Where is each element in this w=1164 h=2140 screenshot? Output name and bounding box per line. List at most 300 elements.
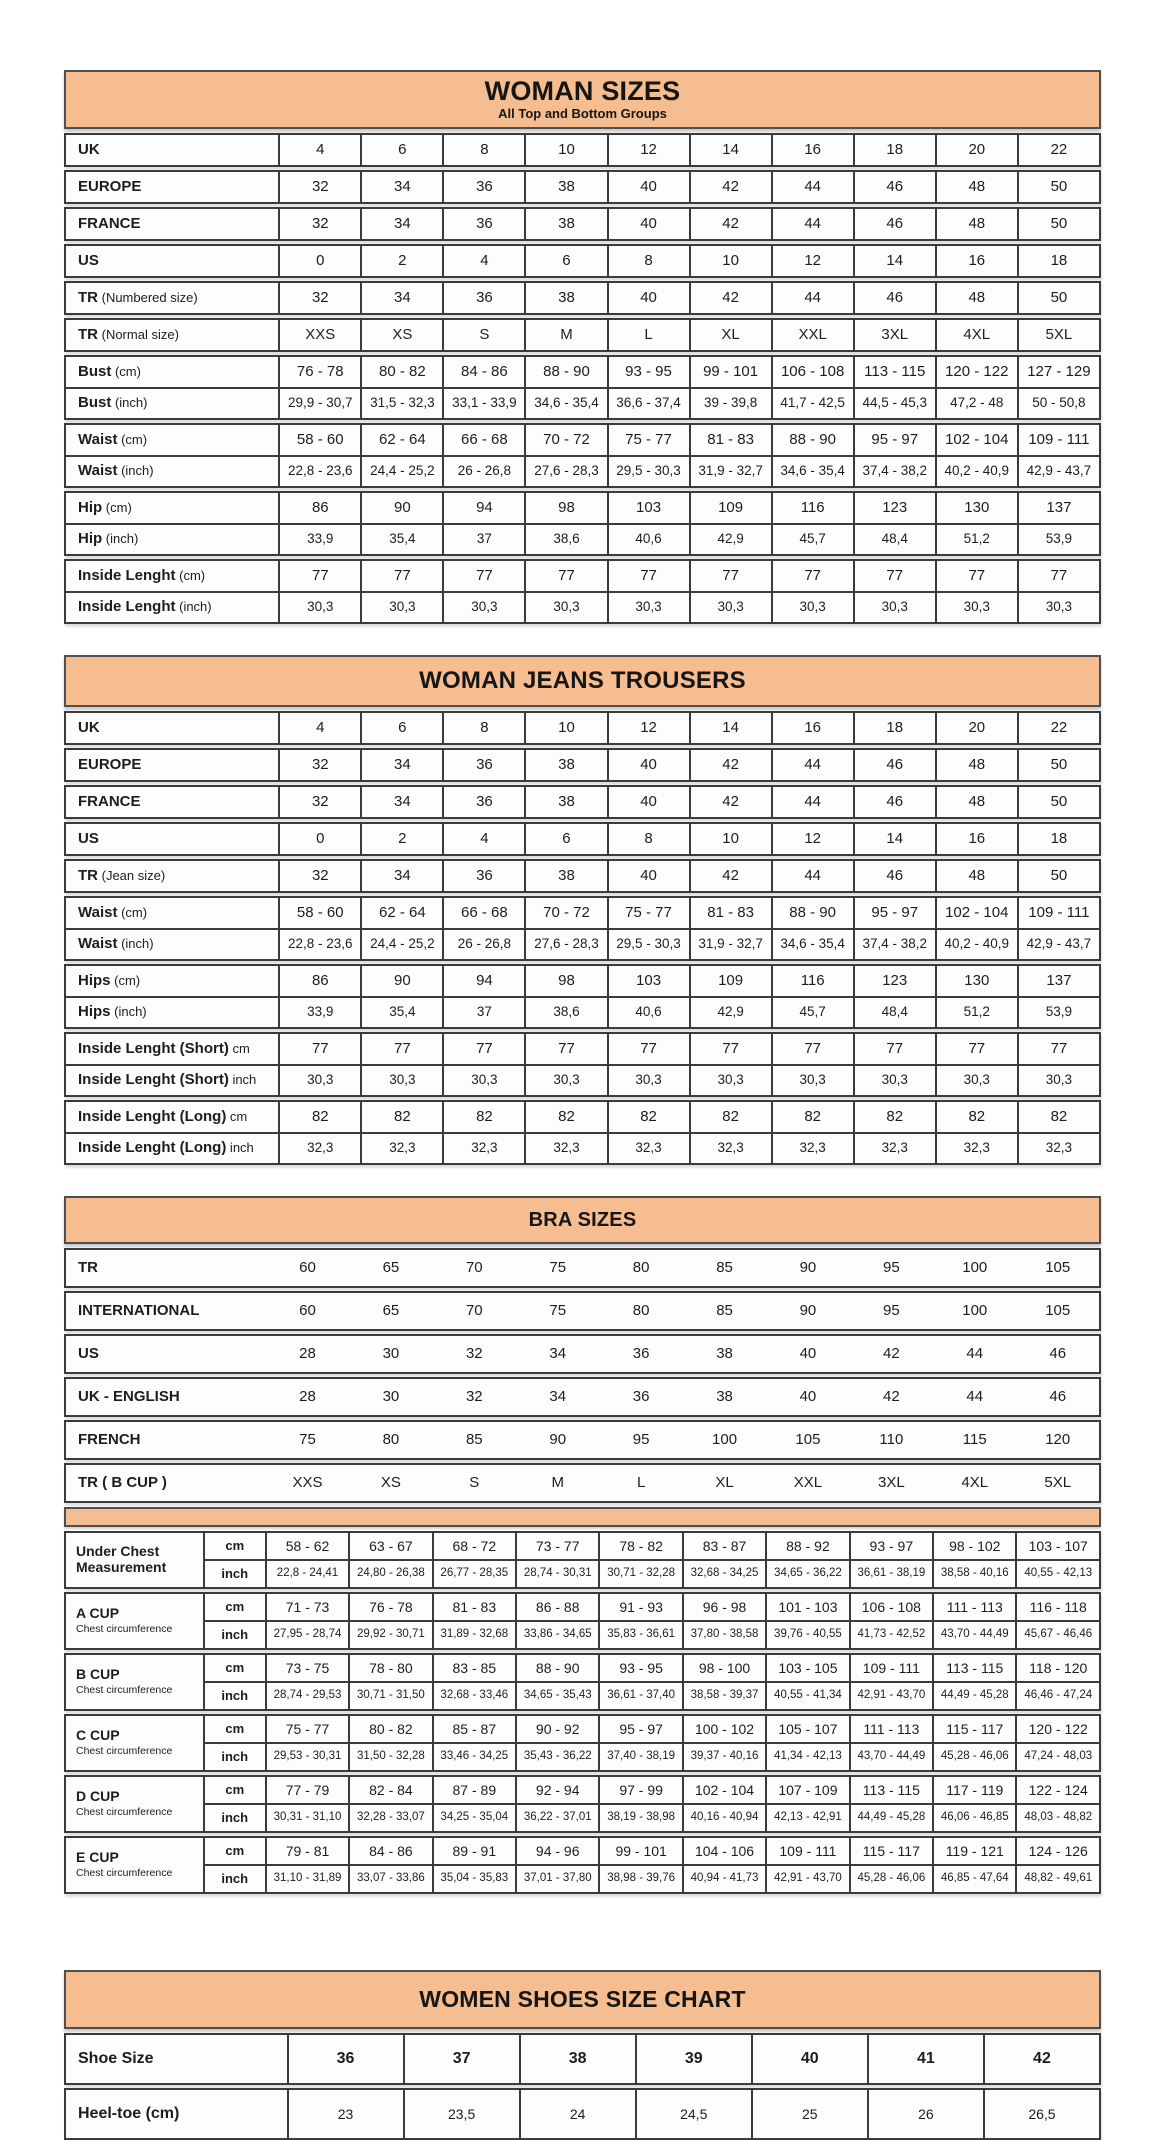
table-row [65,424,1100,456]
row-label [65,388,279,419]
value-cell: 44 [772,282,854,314]
value-cell: 77 - 79 [266,1776,349,1804]
value-cell: 119 - 121 [933,1837,1016,1865]
value-cell: 30,3 [772,592,854,623]
woman-sizes-header [64,70,1101,129]
row-label-text: Inside Lenght (Long) [78,1108,227,1126]
value-cell: 106 - 108 [772,356,854,388]
woman-jeans-trousers-group-7 [64,1032,1101,1097]
value-cell: 70 - 72 [525,424,607,456]
woman-sizes-group-1 [64,170,1101,204]
woman-sizes-table [64,133,1101,624]
bra-cup-measurements-group-2 [64,1653,1101,1711]
value-cell: 78 - 80 [349,1654,432,1682]
value-cell: 42,9 [690,524,772,555]
value-cell: 98 [525,492,607,524]
table-row [65,1865,1100,1893]
value-cell: 32,28 - 33,07 [349,1804,432,1832]
value-cell: 36 [288,2034,404,2084]
section-woman-sizes [64,70,1101,624]
value-cell: 50 [1018,171,1100,203]
row-label-text: TR [78,326,98,344]
value-cell: 3XL [854,319,936,351]
value-cell: 98 - 100 [683,1654,766,1682]
value-cell: 12 [772,823,854,855]
value-cell: 30,3 [443,592,525,623]
value-cell: 38 [525,749,607,781]
value-cell: 85 - 87 [433,1715,516,1743]
row-label [65,592,279,623]
value-cell: 36 [443,749,525,781]
value-cell: 42 [690,786,772,818]
value-cell: 34,6 - 35,4 [772,456,854,487]
table-row [65,786,1100,818]
value-cell: 78 - 82 [599,1532,682,1560]
bra-sizes-group-5 [64,1463,1101,1503]
row-label-text: Hip [78,499,103,517]
value-cell: 30 [349,1378,432,1416]
value-cell: 36 [599,1335,682,1373]
woman-jeans-trousers-group-6 [64,964,1101,1029]
row-label [65,1249,266,1287]
row-label-text: UK [78,719,100,737]
value-cell: 95 - 97 [599,1715,682,1743]
value-cell: 2 [361,823,443,855]
value-cell: 37 [443,997,525,1028]
row-label [65,356,279,388]
value-cell: 50 - 50,8 [1018,388,1100,419]
woman-jeans-trousers-group-1 [64,748,1101,782]
row-label-text: FRANCE [78,215,141,233]
value-cell: 115 - 117 [933,1715,1016,1743]
unit-label: cm [204,1654,266,1682]
woman-jeans-trousers-group-3 [64,822,1101,856]
value-cell: 14 [854,245,936,277]
value-cell: 38 [683,1378,766,1416]
value-cell: 86 [279,965,361,997]
row-label [65,965,279,997]
table-row [65,456,1100,487]
value-cell: 30,3 [854,592,936,623]
value-cell: 115 [933,1421,1016,1459]
row-label [65,424,279,456]
value-cell: 45,7 [772,997,854,1028]
value-cell: 28 [266,1378,349,1416]
value-cell: 35,4 [361,997,443,1028]
woman-jeans-table [64,711,1101,1165]
value-cell: 35,43 - 36,22 [516,1743,599,1771]
value-cell: 95 [599,1421,682,1459]
row-label [65,1033,279,1065]
value-cell: 34,65 - 35,43 [516,1682,599,1710]
value-cell: 24,80 - 26,38 [349,1560,432,1588]
shoes-table [64,2033,1101,2140]
value-cell: 30,3 [525,1065,607,1096]
value-cell: 38 [683,1335,766,1373]
value-cell: 16 [772,134,854,166]
unit-label: inch [204,1560,266,1588]
row-label-text: EUROPE [78,756,142,774]
value-cell: 4 [443,823,525,855]
value-cell: 28 [266,1335,349,1373]
value-cell: 34 [516,1335,599,1373]
value-cell: 90 [361,492,443,524]
row-group-label-text: B CUP [76,1666,120,1683]
value-cell: 14 [854,823,936,855]
row-label [65,1101,279,1133]
row-label-text: Waist [78,462,118,480]
row-group-label [65,1532,204,1588]
row-group-label-text: C CUP [76,1727,120,1744]
value-cell: 82 [854,1101,936,1133]
value-cell: 34 [516,1378,599,1416]
value-cell: 82 - 84 [349,1776,432,1804]
value-cell: 48 [936,282,1018,314]
value-cell: 46 [854,749,936,781]
value-cell: 44,49 - 45,28 [850,1804,933,1832]
value-cell: 20 [936,712,1018,744]
value-cell: 30,3 [525,592,607,623]
row-label [65,524,279,555]
row-label [65,897,279,929]
table-row [65,1249,1100,1287]
woman-jeans-title: WOMAN JEANS TROUSERS [419,667,746,694]
value-cell: 20 [936,134,1018,166]
value-cell: 37 [443,524,525,555]
value-cell: 98 [525,965,607,997]
value-cell: 0 [279,245,361,277]
section-women-shoes [64,1970,1101,2140]
value-cell: 32,3 [936,1133,1018,1164]
value-cell: 43,70 - 44,49 [933,1621,1016,1649]
value-cell: 93 - 95 [599,1654,682,1682]
value-cell: 33,07 - 33,86 [349,1865,432,1893]
table-row [65,897,1100,929]
row-group-label [65,1715,204,1771]
table-row [65,388,1100,419]
value-cell: 82 [1018,1101,1100,1133]
value-cell: 24,4 - 25,2 [361,456,443,487]
value-cell: 34,25 - 35,04 [433,1804,516,1832]
value-cell: 48 [936,749,1018,781]
row-label [65,319,279,351]
value-cell: 32 [279,860,361,892]
woman-jeans-trousers-group-4 [64,859,1101,893]
value-cell: 95 - 97 [854,424,936,456]
value-cell: 18 [1018,823,1100,855]
value-cell: 39,76 - 40,55 [766,1621,849,1649]
value-cell: 18 [854,134,936,166]
woman-sizes-group-9 [64,559,1101,624]
value-cell: 32 [279,171,361,203]
value-cell: 82 [525,1101,607,1133]
value-cell: XL [683,1464,766,1502]
value-cell: 45,28 - 46,06 [850,1865,933,1893]
value-cell: 38 [525,282,607,314]
value-cell: 71 - 73 [266,1593,349,1621]
value-cell: 40 [608,208,690,240]
value-cell: 47,2 - 48 [936,388,1018,419]
value-cell: 70 [433,1249,516,1287]
value-cell: 8 [443,712,525,744]
value-cell: XXL [772,319,854,351]
value-cell: 41,34 - 42,13 [766,1743,849,1771]
value-cell: 37 [404,2034,520,2084]
value-cell: 75 - 77 [608,897,690,929]
woman-sizes-group-4 [64,281,1101,315]
value-cell: 77 [936,1033,1018,1065]
row-label-note: (cm) [175,568,206,584]
value-cell: 32,3 [361,1133,443,1164]
value-cell: 92 - 94 [516,1776,599,1804]
value-cell: 46 [854,282,936,314]
value-cell: 40,94 - 41,73 [683,1865,766,1893]
value-cell: 53,9 [1018,997,1100,1028]
value-cell: 28,74 - 30,31 [516,1560,599,1588]
value-cell: 32 [279,208,361,240]
value-cell: 42,9 - 43,7 [1018,929,1100,960]
value-cell: 37,01 - 37,80 [516,1865,599,1893]
value-cell: 50 [1018,749,1100,781]
value-cell: 29,5 - 30,3 [608,929,690,960]
value-cell: 32 [279,282,361,314]
unit-label: inch [204,1804,266,1832]
value-cell: 24,4 - 25,2 [361,929,443,960]
value-cell: 24,5 [636,2089,752,2139]
value-cell: 44 [933,1335,1016,1373]
table-row [65,1621,1100,1649]
value-cell: 82 [443,1101,525,1133]
value-cell: 77 [279,1033,361,1065]
value-cell: 42 [690,860,772,892]
row-label [65,134,279,166]
unit-label: inch [204,1682,266,1710]
value-cell: 80 [349,1421,432,1459]
value-cell: 50 [1018,282,1100,314]
value-cell: 34,6 - 35,4 [772,929,854,960]
row-label [65,1335,266,1373]
value-cell: XXS [266,1464,349,1502]
row-label-text: Inside Lenght (Short) [78,1071,229,1089]
unit-label: cm [204,1593,266,1621]
value-cell: 102 - 104 [936,424,1018,456]
table-row [65,1715,1100,1743]
table-row [65,1654,1100,1682]
row-group-label-note: Chest circumference [76,1744,173,1757]
value-cell: M [525,319,607,351]
value-cell: 77 [525,560,607,592]
value-cell: 47,24 - 48,03 [1016,1743,1100,1771]
value-cell: 29,9 - 30,7 [279,388,361,419]
value-cell: XL [690,319,772,351]
row-label-text: Hips [78,972,111,990]
value-cell: 34 [361,860,443,892]
value-cell: 0 [279,823,361,855]
value-cell: 26,77 - 28,35 [433,1560,516,1588]
value-cell: XXS [279,319,361,351]
value-cell: 39,37 - 40,16 [683,1743,766,1771]
value-cell: 102 - 104 [683,1776,766,1804]
value-cell: 98 - 102 [933,1532,1016,1560]
value-cell: 36 [443,208,525,240]
value-cell: 62 - 64 [361,897,443,929]
value-cell: 93 - 95 [608,356,690,388]
value-cell: 84 - 86 [443,356,525,388]
table-row [65,592,1100,623]
row-label [65,1133,279,1164]
row-label-text: Bust [78,394,112,412]
table-row [65,2034,1100,2084]
table-row [65,1335,1100,1373]
value-cell: 81 - 83 [433,1593,516,1621]
value-cell: 26 - 26,8 [443,456,525,487]
row-label [65,860,279,892]
value-cell: 4XL [933,1464,1016,1502]
value-cell: 94 - 96 [516,1837,599,1865]
row-label [65,208,279,240]
bra-sizes-group-0 [64,1248,1101,1288]
row-label-note: (Numbered size) [98,290,198,306]
value-cell: 36 [443,282,525,314]
value-cell: 42 [850,1335,933,1373]
value-cell: 46,46 - 47,24 [1016,1682,1100,1710]
value-cell: 32 [279,749,361,781]
row-group-label-note: Chest circumference [76,1805,173,1818]
value-cell: 37,40 - 38,19 [599,1743,682,1771]
table-row [65,1464,1100,1502]
value-cell: 33,86 - 34,65 [516,1621,599,1649]
bra-cup-measurements-group-1 [64,1592,1101,1650]
woman-jeans-trousers-group-2 [64,785,1101,819]
value-cell: 35,83 - 36,61 [599,1621,682,1649]
value-cell: XS [349,1464,432,1502]
value-cell: 42 [690,749,772,781]
table-row [65,1776,1100,1804]
row-label [65,1292,266,1330]
value-cell: 34 [361,208,443,240]
value-cell: 46,06 - 46,85 [933,1804,1016,1832]
value-cell: 12 [608,134,690,166]
value-cell: 109 - 111 [1018,897,1100,929]
value-cell: 103 - 105 [766,1654,849,1682]
woman-sizes-group-5 [64,318,1101,352]
value-cell: 38 [525,860,607,892]
value-cell: 39 - 39,8 [690,388,772,419]
value-cell: 35,4 [361,524,443,555]
value-cell: 117 - 119 [933,1776,1016,1804]
value-cell: 30,3 [936,1065,1018,1096]
value-cell: 2 [361,245,443,277]
value-cell: 38,6 [525,997,607,1028]
value-cell: 12 [608,712,690,744]
value-cell: 44,49 - 45,28 [933,1682,1016,1710]
value-cell: 116 [772,492,854,524]
value-cell: 22 [1018,134,1100,166]
value-cell: 44 [772,749,854,781]
row-label [65,492,279,524]
value-cell: 44 [772,786,854,818]
value-cell: 30 [349,1335,432,1373]
value-cell: 46 [854,860,936,892]
value-cell: 46 [1016,1378,1100,1416]
value-cell: 31,10 - 31,89 [266,1865,349,1893]
row-label-note: (cm) [117,905,148,921]
value-cell: 76 - 78 [349,1593,432,1621]
value-cell: 30,31 - 31,10 [266,1804,349,1832]
woman-jeans-trousers-group-5 [64,896,1101,961]
value-cell: 42 [984,2034,1100,2084]
value-cell: XXL [766,1464,849,1502]
value-cell: 41,73 - 42,52 [850,1621,933,1649]
value-cell: 32,3 [854,1133,936,1164]
value-cell: 34 [361,786,443,818]
row-label [65,560,279,592]
row-label-text: Hip [78,530,103,548]
bra-sizes-group-1 [64,1291,1101,1331]
value-cell: 105 - 107 [766,1715,849,1743]
value-cell: 41,7 - 42,5 [772,388,854,419]
row-group-label-note: Chest circumference [76,1866,173,1879]
table-row [65,1065,1100,1096]
table-row [65,356,1100,388]
bra-cup-measurements-group-4 [64,1775,1101,1833]
value-cell: 110 [850,1421,933,1459]
value-cell: 77 [361,560,443,592]
value-cell: L [608,319,690,351]
table-row [65,712,1100,744]
value-cell: 68 - 72 [433,1532,516,1560]
value-cell: 32,68 - 33,46 [433,1682,516,1710]
value-cell: 27,95 - 28,74 [266,1621,349,1649]
row-label [65,712,279,744]
value-cell: 36 [443,171,525,203]
value-cell: 66 - 68 [443,897,525,929]
value-cell: 33,9 [279,524,361,555]
table-row [65,560,1100,592]
value-cell: 33,1 - 33,9 [443,388,525,419]
value-cell: 18 [854,712,936,744]
row-label-note: (cm) [110,973,141,989]
value-cell: 109 [690,965,772,997]
table-row [65,929,1100,960]
value-cell: 30,3 [361,592,443,623]
row-label-text: Waist [78,935,118,953]
value-cell: 31,9 - 32,7 [690,456,772,487]
value-cell: 58 - 60 [279,897,361,929]
value-cell: 34 [361,749,443,781]
value-cell: 82 [608,1101,690,1133]
table-row [65,749,1100,781]
value-cell: 50 [1018,208,1100,240]
row-label-note: (inch) [175,599,212,615]
value-cell: 36,61 - 37,40 [599,1682,682,1710]
value-cell: 127 - 129 [1018,356,1100,388]
value-cell: 77 [608,1033,690,1065]
value-cell: 4 [279,712,361,744]
women-shoes-group-1 [64,2088,1101,2140]
row-group-label-text: E CUP [76,1849,119,1866]
value-cell: 48 [936,171,1018,203]
value-cell: 85 [433,1421,516,1459]
value-cell: 30,3 [361,1065,443,1096]
value-cell: 16 [772,712,854,744]
value-cell: 77 [279,560,361,592]
table-row [65,171,1100,203]
value-cell: 122 - 124 [1016,1776,1100,1804]
value-cell: 4 [279,134,361,166]
value-cell: 10 [690,245,772,277]
value-cell: 93 - 97 [850,1532,933,1560]
